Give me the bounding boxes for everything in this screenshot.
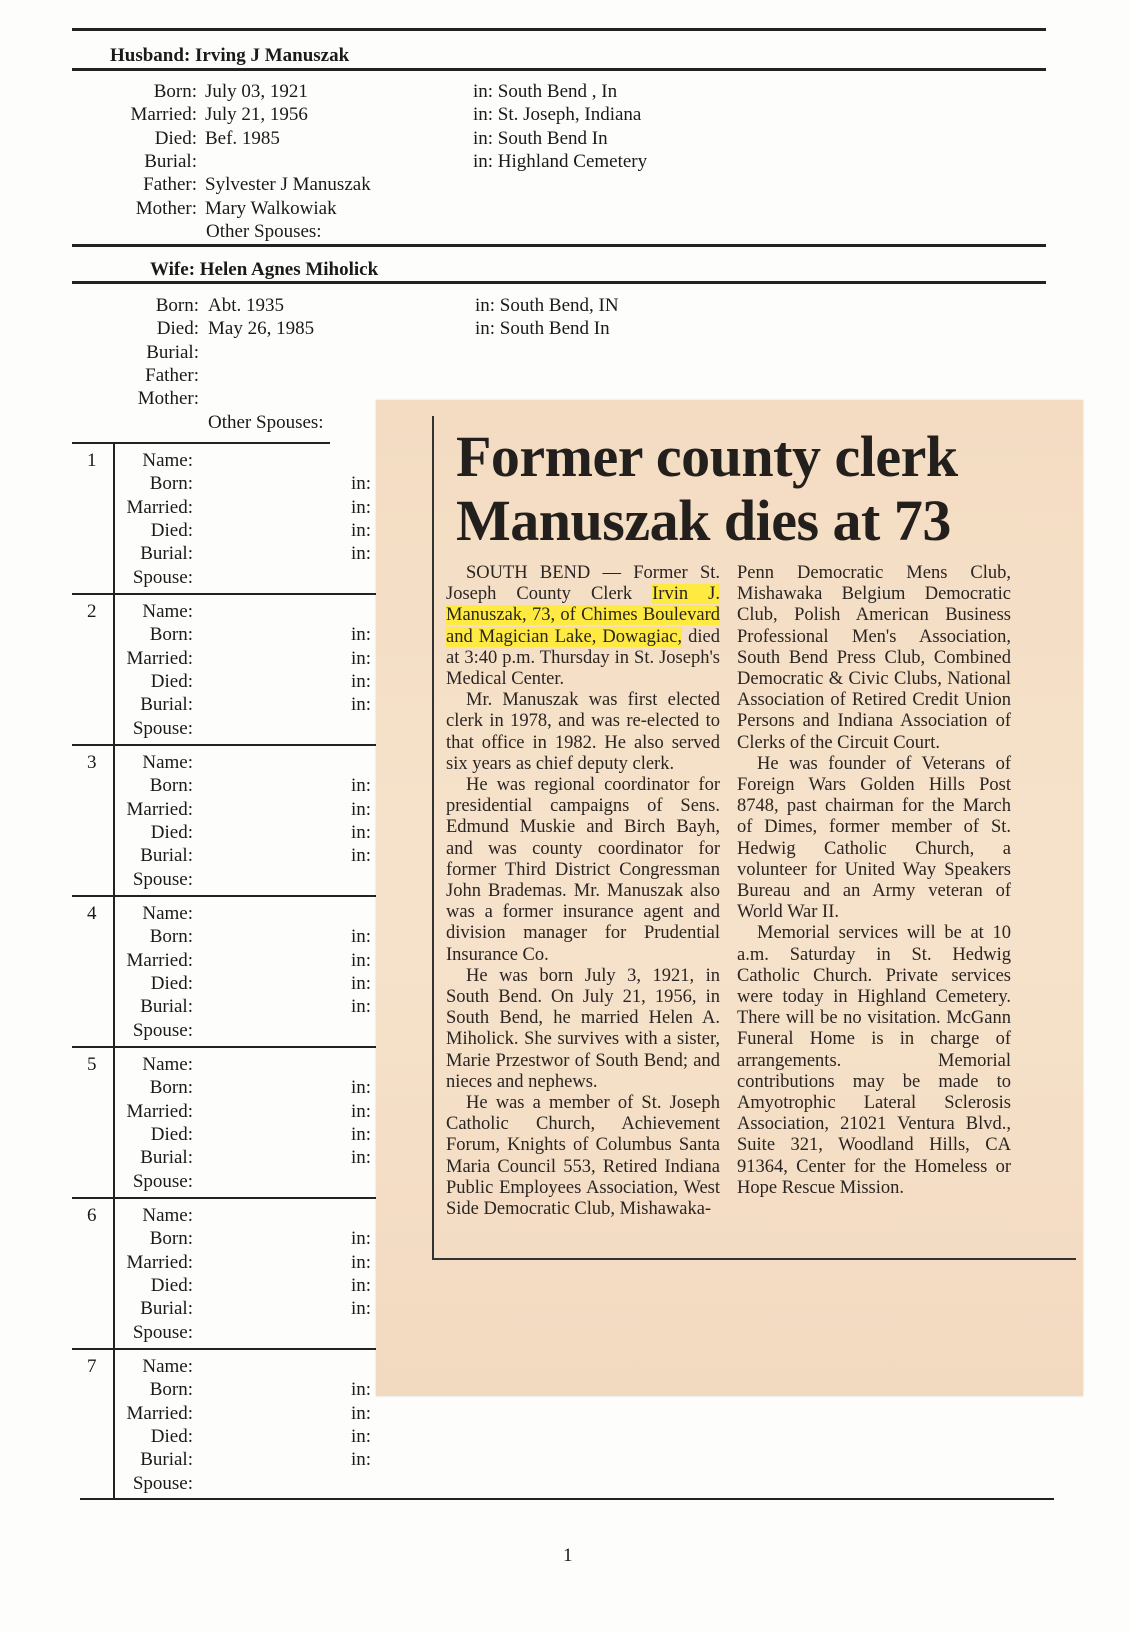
article-paragraph <box>446 966 720 1093</box>
child-field-label: Burial: <box>140 845 193 867</box>
wife-field-label: Mother: <box>137 388 199 410</box>
child-field-label: Married: <box>126 798 193 820</box>
wife-field-place: in: South Bend In <box>475 318 610 340</box>
child-field-label: Married: <box>126 1402 193 1424</box>
child-field-label: Died: <box>150 1274 193 1296</box>
wife-field-label: Born: <box>155 295 199 316</box>
child-field-in: in: <box>351 670 372 692</box>
child-field-in: in: <box>351 543 372 565</box>
wife-field-value: Abt. 1935 <box>208 295 284 316</box>
child-field-label: Married: <box>126 949 193 971</box>
paragraph-text: died at 3:40 p.m. Thursday in St. Joseph's Medical Center. <box>446 626 720 690</box>
husband-name: Irving J Manuszak <box>195 45 350 66</box>
paragraph-text: He was born July 3, 1921, in South Bend. On July 21, 1956, in South Bend, he married Helen A. Miholick. She survives with a sister, Marie Przestwor of South Bend; and nieces and nephews. <box>446 965 720 1092</box>
child-field-in: in: <box>351 1100 372 1122</box>
highlighted-text: Irvin J. Manuszak, 73, of Chimes Boulevard and Magician Lake, Dowagiac, <box>446 584 720 647</box>
child-field-label: Born: <box>149 775 193 797</box>
child-field-label: Died: <box>150 821 193 843</box>
newspaper-clipping <box>376 400 1083 1396</box>
child-field-in: in: <box>351 1274 372 1296</box>
husband-rule <box>72 68 1046 71</box>
children-divider <box>113 444 115 1500</box>
child-field-label: Burial: <box>140 1147 193 1169</box>
child-block-rule <box>72 744 400 746</box>
wife-field-label: Died: <box>156 318 199 340</box>
child-block-rule <box>72 593 400 595</box>
child-field-in: in: <box>351 1449 372 1471</box>
husband-field-label: Died: <box>154 127 197 149</box>
child-field-label: Name: <box>142 450 193 471</box>
top-rule <box>72 28 1046 31</box>
child-field-in: in: <box>351 1379 372 1401</box>
child-field-label: Died: <box>150 519 193 541</box>
child-number: 1 <box>87 450 97 471</box>
child-field-in: in: <box>351 821 372 843</box>
child-field-label: Burial: <box>140 543 193 565</box>
child-number: 6 <box>87 1205 97 1226</box>
child-number: 2 <box>87 601 97 622</box>
child-field-in: in: <box>351 1402 372 1424</box>
article-paragraph: He was founder of Veterans of Foreign Wars Golden Hills Post 8748, past chairman for the March of Dimes, former member of St. Hedwig Catholic Church, a volunteer for United Way Speakers Bureau and an Army veteran of World War II. <box>737 753 1011 923</box>
husband-header-label: Husband: <box>110 45 191 66</box>
child-number: 7 <box>87 1356 97 1377</box>
child-field-label: Born: <box>149 1379 193 1401</box>
husband-field-value: Bef. 1985 <box>205 127 280 149</box>
article-paragraph: Memorial services will be at 10 a.m. Saturday in St. Hedwig Catholic Church. Private services were today in Highland Cemetery. There will be no visitation. McGann Funeral Home is in charge of arrangements. Memorial contributions may be made to Amyotrophic Lateral Sclerosis Association, 21021 Ventura Blvd., Suite 321, Woodland Hills, CA 91364, Center for the Homeless or Hope Rescue Mission. <box>737 923 1011 1198</box>
husband-field-place: in: South Bend , In <box>473 81 618 102</box>
article-paragraph <box>446 563 720 690</box>
child-field-in: in: <box>351 1123 372 1145</box>
child-field-label: Burial: <box>140 996 193 1018</box>
child-field-label: Born: <box>149 473 193 495</box>
child-number: 4 <box>87 903 97 924</box>
child-field-in: in: <box>351 972 372 994</box>
child-field-label: Burial: <box>140 1298 193 1320</box>
child-field-label: Married: <box>126 496 193 518</box>
wife-field-place: in: South Bend, IN <box>475 295 619 316</box>
child-field-label: Burial: <box>140 1449 193 1471</box>
child-field-label: Born: <box>149 1077 193 1099</box>
child-field-in: in: <box>351 1077 372 1099</box>
child-field-in: in: <box>351 496 372 518</box>
wife-rule <box>72 281 1046 284</box>
child-field-label: Name: <box>142 1054 193 1075</box>
child-field-label: Died: <box>150 1425 193 1447</box>
child-block-rule <box>72 895 400 897</box>
husband-field-value: Mary Walkowiak <box>205 197 337 219</box>
child-field-in: in: <box>351 845 372 867</box>
child-field-in: in: <box>351 949 372 971</box>
child-field-label: Married: <box>126 1251 193 1273</box>
child-block-rule <box>72 1348 400 1350</box>
child-field-label: Name: <box>142 601 193 622</box>
child-block-rule <box>72 1197 400 1199</box>
husband-field-label: Born: <box>153 81 197 102</box>
bottom-rule <box>80 1498 1054 1500</box>
child-field-label: Name: <box>142 1356 193 1377</box>
husband-field-value: Sylvester J Manuszak <box>205 174 371 196</box>
child-field-in: in: <box>351 775 372 797</box>
child-field-in: in: <box>351 926 372 948</box>
wife-field-value: May 26, 1985 <box>208 318 315 340</box>
child-field-in: in: <box>351 694 372 716</box>
child-block-rule <box>72 442 330 444</box>
husband-field-place: in: St. Joseph, Indiana <box>473 104 642 126</box>
article-paragraph <box>446 690 720 775</box>
husband-other-spouses: Other Spouses: <box>206 220 322 242</box>
child-field-in: in: <box>351 798 372 820</box>
child-field-in: in: <box>351 624 372 646</box>
headline-line-2: Manuszak dies at 73 <box>456 488 951 553</box>
wife-field-label: Burial: <box>146 341 199 363</box>
child-field-label: Spouse: <box>132 1472 193 1494</box>
husband-field-value: July 21, 1956 <box>205 104 308 126</box>
child-field-label: Spouse: <box>132 566 193 588</box>
clipping-column-1 <box>446 563 720 1220</box>
husband-field-label: Married: <box>130 104 197 126</box>
child-field-label: Spouse: <box>132 868 193 890</box>
husband-field-label: Mother: <box>135 197 197 219</box>
child-field-in: in: <box>351 1298 372 1320</box>
child-block-rule <box>72 1046 400 1048</box>
wife-name: Helen Agnes Miholick <box>199 259 379 280</box>
child-field-in: in: <box>351 1228 372 1250</box>
wife-header-label: Wife: <box>150 259 196 280</box>
child-field-in: in: <box>351 647 372 669</box>
child-field-label: Died: <box>150 1123 193 1145</box>
wife-top-rule <box>72 244 1046 247</box>
child-field-label: Married: <box>126 1100 193 1122</box>
paragraph-text: He was a member of St. Joseph Catholic Church, Achievement Forum, Knights of Columbus Santa Maria Council 553, Retired Indiana Public Employees Association, West Side Democratic Club, Mishawaka- <box>446 1093 720 1220</box>
child-field-in: in: <box>351 519 372 541</box>
child-field-label: Spouse: <box>132 1321 193 1343</box>
husband-field-label: Father: <box>143 174 197 196</box>
page-number: 1 <box>563 1545 573 1566</box>
clipping-column-2 <box>737 563 1011 1199</box>
child-field-label: Died: <box>150 972 193 994</box>
article-paragraph <box>446 775 720 966</box>
wife-other-spouses: Other Spouses: <box>208 411 324 433</box>
husband-field-place: in: South Bend In <box>473 127 608 149</box>
husband-field-place: in: Highland Cemetery <box>473 150 648 172</box>
child-field-label: Spouse: <box>132 717 193 739</box>
clipping-headline <box>456 425 1056 553</box>
paragraph-text: Mr. Manuszak was first elected clerk in 1978, and was re-elected to that office in 1982. He also served six years as chief deputy clerk. <box>446 690 720 774</box>
child-number: 5 <box>87 1054 97 1075</box>
child-field-label: Spouse: <box>132 1170 193 1192</box>
child-field-label: Born: <box>149 926 193 948</box>
wife-field-label: Father: <box>145 364 199 386</box>
child-field-label: Name: <box>142 1205 193 1226</box>
article-paragraph <box>446 1093 720 1220</box>
child-field-label: Name: <box>142 752 193 773</box>
husband-field-label: Burial: <box>144 150 197 172</box>
child-field-in: in: <box>351 1425 372 1447</box>
headline-line-1: Former county clerk <box>456 424 958 489</box>
child-field-label: Born: <box>149 624 193 646</box>
child-field-in: in: <box>351 473 372 495</box>
child-field-in: in: <box>351 1251 372 1273</box>
husband-field-value: July 03, 1921 <box>205 81 308 102</box>
child-field-in: in: <box>351 996 372 1018</box>
child-field-in: in: <box>351 1147 372 1169</box>
child-field-label: Burial: <box>140 694 193 716</box>
child-field-label: Married: <box>126 647 193 669</box>
child-field-label: Spouse: <box>132 1019 193 1041</box>
wife-header <box>150 259 378 281</box>
child-number: 3 <box>87 752 97 773</box>
paragraph-text: He was regional coordinator for presidential campaigns of Sens. Edmund Muskie and Birch Bayh, and was county coordinator for former Third District Congressman John Brademas. Mr. Manuszak also was a former insurance agent and division manager for Prudential Insurance Co. <box>446 775 720 965</box>
child-field-label: Born: <box>149 1228 193 1250</box>
article-paragraph: Penn Democratic Mens Club, Mishawaka Belgium Democratic Club, Polish American Business Professional Men's Association, South Bend Press Club, Combined Democratic & Civic Clubs, National Association of Retired Credit Union Persons and Indiana Association of Clerks of the Circuit Court. <box>737 563 1011 753</box>
child-field-label: Died: <box>150 670 193 692</box>
husband-header <box>110 45 349 67</box>
paragraph-text: SOUTH BEND — Former St. Joseph County Clerk <box>446 563 720 605</box>
child-field-label: Name: <box>142 903 193 924</box>
